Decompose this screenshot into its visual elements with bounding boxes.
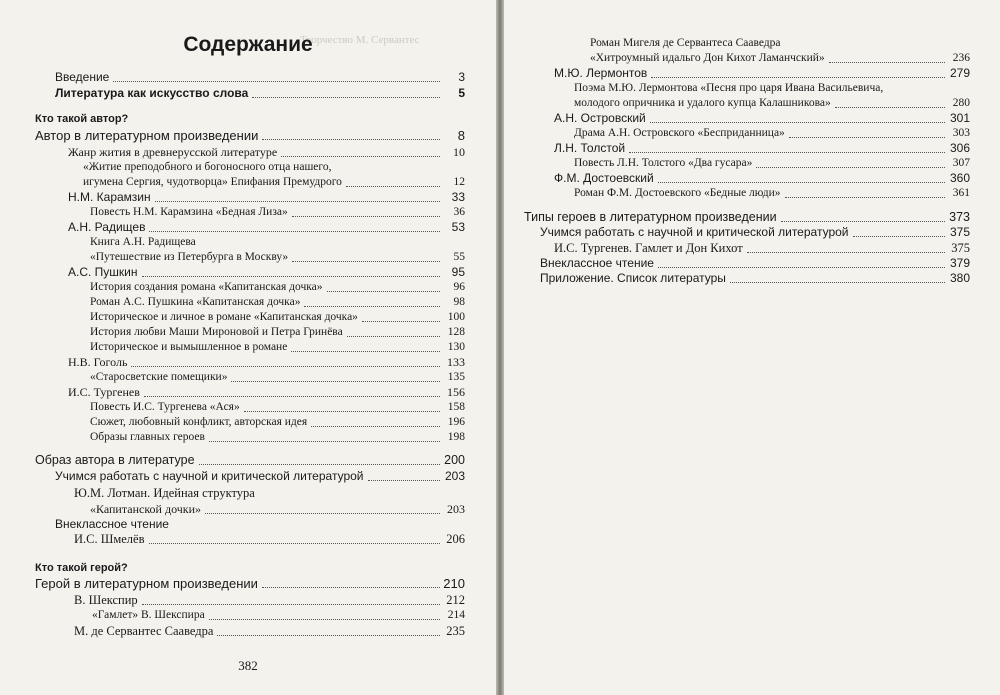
toc-entry: игумена Сергия, чудотворца» Епифания Премудрого 12 [83,176,465,188]
toc-entry: Роман А.С. Пушкина «Капитанская дочка» 98 [90,296,465,308]
right-page [504,0,1000,695]
toc-entry: М.Ю. Лермонтов 279 [554,66,970,80]
toc-entry: «Путешествие из Петербурга в Москву» 55 [90,251,465,263]
toc-entry: Повесть Н.М. Карамзина «Бедная Лиза» 36 [90,206,465,218]
toc-entry: Образ автора в литературе 200 [35,453,465,467]
toc-entry: Внеклассное чтение 379 [540,256,970,270]
toc-entry: История любви Маши Мироновой и Петра Гринёва 128 [90,326,465,338]
toc-entry: Роман Ф.М. Достоевского «Бедные люди» 361 [574,187,970,199]
toc-entry: Герой в литературном произведении 210 [35,576,465,591]
left-page [0,0,496,695]
toc-entry: Литература как искусство слова 5 [55,86,465,100]
toc-entry: Историческое и личное в романе «Капитанская дочка» 100 [90,311,465,323]
page-title: Содержание [183,33,313,56]
toc-entry: Повесть Л.Н. Толстого «Два гусара» 307 [574,157,970,169]
toc-entry: А.Н. Островский 301 [554,111,970,125]
toc-entry: История создания романа «Капитанская дочка» 96 [90,281,465,293]
toc-entry: Типы героев в литературном произведении 373 [524,210,970,224]
section-heading: Кто такой автор? [35,113,129,125]
toc-entry: Жанр жития в древнерусской литературе 10 [68,145,465,159]
toc-entry: Введение 3 [55,70,465,84]
toc-entry: молодого опричника и удалого купца Калашникова» 280 [574,97,970,109]
toc-entry: Учимся работать с научной и критической литературой 375 [540,225,970,239]
toc-entry: И.С. Шмелёв 206 [74,532,465,546]
toc-entry: Ф.М. Достоевский 360 [554,171,970,185]
section-heading: Кто такой герой? [35,562,128,574]
toc-entry: «Хитроумный идальго Дон Кихот Ламанчский» 236 [590,52,970,64]
toc-entry: Историческое и вымышленное в романе 130 [90,341,465,353]
toc-entry: Сюжет, любовный конфликт, авторская идея 196 [90,416,465,428]
toc-entry: В. Шекспир 212 [74,593,465,607]
toc-entry: И.С. Тургенев 156 [68,385,465,399]
toc-entry: «Гамлет» В. Шекспира 214 [92,609,465,621]
toc-entry: Л.Н. Толстой 306 [554,141,970,155]
toc-entry: Драма А.Н. Островского «Бесприданница» 303 [574,127,970,139]
toc-entry: М. де Сервантес Сааведра 235 [74,624,465,638]
toc-entry-line: Роман Мигеля де Сервантеса Сааведра [590,37,781,49]
toc-entry: Образы главных героев 198 [90,431,465,443]
toc-entry-line: Ю.М. Лотман. Идейная структура [74,486,255,500]
toc-entry: «Капитанской дочки» 203 [90,502,465,516]
toc-entry: Н.М. Карамзин 33 [68,190,465,204]
toc-entry: А.С. Пушкин 95 [68,265,465,279]
toc-entry: Автор в литературном произведении 8 [35,128,465,143]
toc-entry-line: Книга А.Н. Радищева [90,236,196,248]
book-gutter [496,0,504,695]
toc-entry: Н.В. Гоголь 133 [68,355,465,369]
toc-entry: Приложение. Список литературы 380 [540,271,970,285]
page-number: 382 [238,658,258,673]
toc-entry: «Старосветские помещики» 135 [90,371,465,383]
toc-entry: И.С. Тургенев. Гамлет и Дон Кихот 375 [554,241,970,255]
toc-entry-line: Поэма М.Ю. Лермонтова «Песня про царя Ивана Васильевича, [574,82,884,94]
toc-entry: Внеклассное чтение [55,517,169,531]
toc-entry: Учимся работать с научной и критической литературой 203 [55,469,465,483]
toc-entry: Повесть И.С. Тургенева «Ася» 158 [90,401,465,413]
toc-entry-line: «Житие преподобного и богоносного отца нашего, [83,161,332,173]
bleed-through-text: Творчество М. Сервантес [300,34,420,46]
toc-entry: А.Н. Радищев 53 [68,220,465,234]
